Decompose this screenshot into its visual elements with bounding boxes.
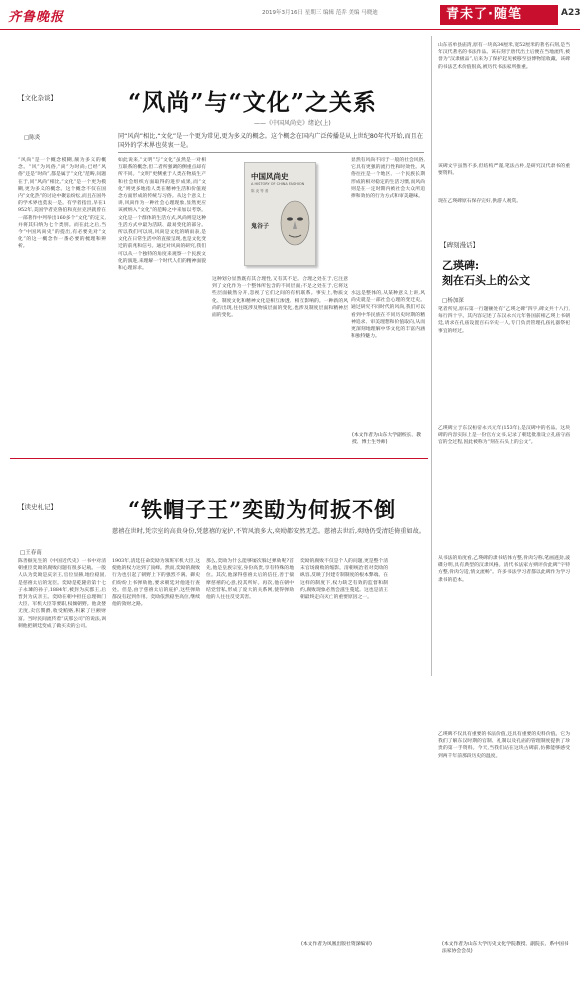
- article2-author: □王春南: [20, 550, 42, 556]
- book-brand: 鬼谷子: [251, 223, 270, 230]
- article1-kicker: 【文化杂谈】: [18, 94, 57, 102]
- page-header: [0, 0, 580, 30]
- article1-column-4: 显然有风尚不同于一般的社会风俗,它具有更强的流行性和时效性。风俗往往是一个地区、一个民族长期形成的相对稳定的生活习惯,而风尚则是在一定时期内被社会大众所追捧和效仿的行为方式和审美趣味。: [351, 158, 425, 200]
- right-column-text-2: 该碑文字虽然不多,但结构严谨,笔法古朴,是研究汉代隶书的重要资料。: [438, 164, 570, 177]
- right-body-3: 从书法的角度看,乙瑛碑的隶书结体方整,骨肉匀称,笔画遒劲,波磔分明,具有典型的汉隶风格。清代书法家方朔评价此碑“字特方整,骨肉匀适,情文流畅”。许多书法学习者都以此碑作为学习隶书的范本。: [438, 556, 570, 583]
- article2-column-1: 陈善颐先生的《中国近代史》一书中对清朝重臣奕劻的腐败问题有很多记载。一般人认为奕劻是庆亲王,官位显赫,地位稳固,是慈禧太后的宠臣。奕劻是乾隆帝第十七子永璘的孙子,1884年,被封为庆郡王,后晋封为庆亲王。奕劻在朝中担任总理衙门大臣、军机大臣等要职,权倾朝野。他贪婪无度,卖官鬻爵,收受贿赂,积累了巨额财富。当时民间流传着“庆那公司”的说法,讽刺他把朝廷变成了做买卖的公司。: [18, 559, 106, 629]
- right-title-line-1: 乙瑛碑:: [442, 259, 480, 272]
- article2-lead: 慈禧在世时,凭宗室的高贵身份,凭慈禧的宠护,不管风浪多大,奕劻都安然无恙。慈禧去世后,奕劻仍受清廷倚重如故。: [112, 528, 426, 535]
- article2-title: “铁帽子王”奕劻为何扳不倒: [128, 497, 397, 522]
- article1-rule: [118, 152, 424, 153]
- book-title: 中国风尚史: [251, 172, 289, 181]
- issue-info: 2019年3月16日 星期三 编辑 范乔 美编 马晓迪: [262, 10, 378, 16]
- right-body-2: 乙瑛碑立于东汉桓帝永兴元年(153年),是汉碑中的名品。这块碑的内容实际上是一份官方文书,记录了朝廷批准设立孔庙守庙官的全过程,因此被称为“刻在石头上的公文”。: [438, 426, 570, 446]
- article1-title: “风尚”与“文化”之关系: [128, 89, 377, 116]
- right-body-4: 乙瑛碑不仅具有重要的书法价值,还具有重要的史料价值。它为我们了解东汉时期的官制、礼制以及孔庙的管理制度提供了珍贵的第一手资料。今天,当我们站在这块古碑前,仿佛能够感受到两千年前那段历史的温度。: [438, 732, 570, 759]
- masthead: 齐鲁晚报: [8, 10, 65, 25]
- right-title: [442, 258, 530, 288]
- right-title-line-2: 刻在石头上的公文: [442, 274, 530, 287]
- book-cover-image: [210, 158, 350, 272]
- page-number: A23: [561, 8, 580, 18]
- right-author: □杨加深: [442, 298, 464, 304]
- right-column-text-1: 山东省单县庙湾,原有一块高34厘米,宽52厘米的著名石刻,是当年汉代著名的书法作品。该石刻于唐代出土后便在当地流传,被誉为“汉隶极品”,后来为了保护起见被移至县博物馆收藏。该碑的书法艺术价值很高,被历代书法家所推重。: [438, 43, 570, 70]
- right-kicker: 【碑刻漫话】: [440, 241, 479, 249]
- article1-author: □陈炎: [24, 135, 41, 141]
- article1-column-3: 这种划分显然既有其合理性,又有其不足。合理之处在于,它注意到了文化作为一个整体所包含的不同层面;不足之处在于,它将这些层面截然分开,忽视了它们之间的有机联系。事实上,物质文化、制度文化和精神文化是相互渗透、相互影响的。一种新的风尚的出现,往往既涉及物质层面的变化,也涉及制度层面和精神层面的变化。: [212, 277, 348, 319]
- article1-lead: 同“风尚”相比,“文化”是一个更为常见,更为多义的概念。这个概念在国内广泛传播是从上世纪80年代开始,而且在国外的学术界也莫衷一是。: [118, 133, 424, 149]
- right-byline: (本文作者为山东大学历史文化学院教授、副院长、系中国书法家协会会员): [442, 942, 569, 954]
- section-divider: [10, 458, 428, 459]
- article2-column-3: 那么,奕劻为什么能够屡次躲过弹劾呢?首先,他是皇族宗室,身份高贵,享有特殊的地位。其次,他深得慈禧太后的信任,善于揣摩慈禧的心意,投其所好。再次,他在朝中结党营私,形成了庞大的关系网,使得弹劾他的人往往反受其害。: [206, 559, 294, 601]
- right-body-1: 笔者所见,原石第一行题额处有“乙瑛之碑”四字,碑文共十八行,每行四十字。其内容记述了东汉永兴元年鲁国前相乙瑛上书朝廷,请求在孔庙设置百石卒史一人,专门负责管理孔庙礼器祭祀事宜的经过。: [438, 307, 570, 334]
- column-divider: [431, 36, 432, 676]
- article2-column-2: 1903年,清廷任命奕劻为领班军机大臣,这使他的权力达到了顶峰。然而,奕劻的腐败行为也引起了朝野上下的强烈不满。御史们纷纷上书弹劾他,要求朝廷对他进行查处。但是,由于慈禧太后的庇护,这些弹劾都没有起到作用。奕劻依然稳坐高位,继续他的敛财之路。: [112, 559, 200, 608]
- article1-byline: (本文作者为山东大学副校长、教授、博士生导师): [352, 433, 422, 445]
- article1-column-5: 水远是整体的,从某种意义上讲,风尚史就是一部社会心理的变迁史。通过研究不同时代的风尚,我们可以看到中华民族在不同历史时期的精神追求、审美理想和价值取向,从而更深刻地理解中华文化的丰富内涵和独特魅力。: [351, 291, 425, 340]
- section-banner: 青未了·随笔: [440, 5, 558, 25]
- book-subtitle: A HISTORY OF CHINA FASHION: [251, 182, 305, 186]
- book-cover: [244, 162, 316, 266]
- article1-subtitle: ——《中国风尚史》绪论(上): [254, 120, 331, 127]
- article2-byline: (本文作者为凤凰出版社资深编审): [301, 942, 372, 947]
- article2-column-4: 奕劻的腐败不仅是个人的问题,更是整个清末官场腐败的缩影。清朝统治者对奕劻的纵容,反映了封建专制制度的根本弊端。在这样的制度下,权力缺乏有效的监督和制约,腐败现象必然会滋生蔓延。这也是清王朝最终走向灭亡的重要原因之一。: [300, 559, 388, 601]
- article1-column-2: 如此说来,“文明”与“文化”虽然是一对相互联系的概念,但二者所强调的侧重点却有所不同。“文明”更侧重于人类在物质生产和社会组织方面取得的进步成果,而“文化”则更多地指人类在精神生活和价值观念方面形成的传统与习俗。从这个意义上讲,风尚作为一种社会心理现象,显然更应该被纳入“文化”的范畴之中来加以考察。文化是一个群体的生活方式,风尚则是这种生活方式中最为活跃、最易变化的部分。所以我们可以说,风尚是文化的晴雨表,是文化在日常生活中的直接呈现,也是文化变迁的前兆和信号。通过对风尚的研究,我们可以从一个独特的角度来观察一个民族文化的演进,来理解一个时代人们的精神面貌和心理诉求。: [118, 158, 206, 272]
- article1-column-1: “风尚”是一个概念模糊,颇为多义的概念。“风”为风俗,“尚”为时尚;已经“风俗”还是“时尚”,都是属于“文化”范畴,问题在于,同“风尚”相比,“文化”是一个更为模糊,更为多义的概念。这个概念不仅在国内“文化热”的讨论中聚讼纷纭,而且在国外的学术界也莫衷一是。有学者指出,早在1952年,美国学者克鲁伯和克拉克洪就曾在一部著作中列举出160多个“文化”的定义,并将其归纳为七个类别。而在此之后,当今“中国风尚史”的提出,有必要先对“文化”的这一概念作一番必要的梳理和辨析。: [18, 158, 106, 250]
- book-author: 陈 炎 等 著: [251, 189, 269, 193]
- right-column-text-3: 现在乙瑛碑原石保存完好,供游人观赏。: [438, 199, 522, 204]
- mask-face-illustration: [275, 195, 311, 253]
- article2-kicker: 【读史札记】: [18, 503, 57, 511]
